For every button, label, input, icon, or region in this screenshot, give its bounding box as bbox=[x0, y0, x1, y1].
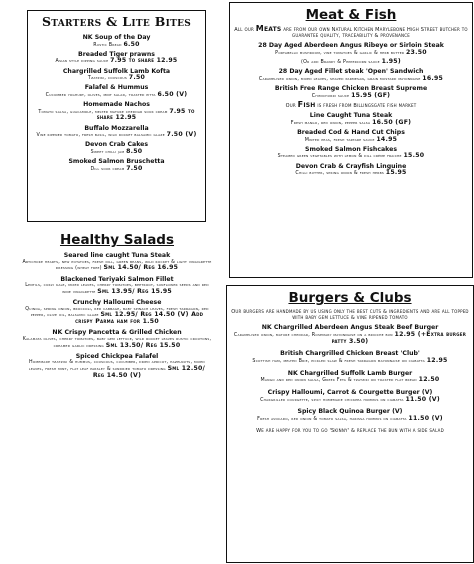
menu-item-name: NK Crispy Pancetta & Grilled Chicken bbox=[52, 329, 182, 337]
menu-item-name: Spicy Black Quinoa Burger (V) bbox=[297, 408, 403, 416]
menu-item-price: 15.95 (GF) bbox=[351, 91, 391, 99]
menu-item-price: 7.95 to share 12.95 bbox=[96, 107, 195, 122]
menu-item-name: Seared line caught Tuna Steak bbox=[63, 252, 171, 259]
menu-item-name: Devon Crab & Crayfish Linguine bbox=[295, 162, 407, 170]
fish-intro-pre: Our bbox=[285, 103, 296, 109]
menu-item-description bbox=[233, 50, 469, 57]
menu-item-description bbox=[30, 132, 203, 139]
menu-item-description bbox=[30, 149, 203, 156]
menu-item-name: Smoked Salmon Bruschetta bbox=[68, 158, 165, 166]
menu-item-description bbox=[30, 42, 203, 49]
menu-item-price: 16.95 bbox=[422, 75, 444, 82]
menu-item-description bbox=[233, 59, 469, 66]
menu-item bbox=[30, 51, 203, 65]
menu-item bbox=[233, 112, 469, 126]
menu-item-description-text: Mango and red onion salsa, Greek Feta & tzatziki on toasted flat bread bbox=[260, 378, 417, 384]
menu-item-price: 23.50 bbox=[406, 49, 427, 56]
menu-item-description bbox=[22, 307, 212, 326]
menu-item-price: 1.95) bbox=[381, 58, 401, 66]
menu-item-description-text: Chilli butter, spring onion & fresh herbs bbox=[295, 171, 384, 177]
menu-item-description-text: (Or add Brandy & Peppercorn sauce bbox=[301, 60, 380, 66]
fish-intro bbox=[233, 102, 469, 109]
menu-item-price: 7.50 (V) bbox=[166, 131, 197, 139]
menu-item-description bbox=[233, 120, 469, 127]
menu-item bbox=[30, 34, 203, 48]
menu-item-description-text: Caramelised onion, mature cheddar, Rosemary mayonnaise on a brioche bun bbox=[233, 333, 393, 338]
menu-item-description bbox=[30, 75, 203, 82]
menu-item bbox=[231, 408, 469, 422]
fish-intro-post: is fresh from Billingsgate fish market bbox=[317, 103, 417, 109]
menu-item bbox=[231, 389, 469, 403]
menu-item bbox=[231, 350, 469, 364]
menu-item-name: Buffalo Mozzarella bbox=[84, 124, 149, 132]
menu-item bbox=[22, 329, 212, 349]
burgers-title: Burgers & Clubs bbox=[288, 290, 412, 306]
menu-item-name: Crunchy Halloumi Cheese bbox=[72, 299, 162, 306]
menu-item bbox=[233, 68, 469, 82]
menu-item-description bbox=[231, 332, 469, 345]
menu-item-description bbox=[231, 397, 469, 404]
menu-item-name: Line Caught Tuna Steak bbox=[309, 112, 393, 120]
menu-item-name: Breaded Cod & Hand Cut Chips bbox=[297, 129, 405, 136]
menu-item bbox=[233, 163, 469, 177]
salads-section bbox=[22, 232, 212, 383]
menu-item-description bbox=[233, 170, 469, 177]
menu-item-description bbox=[22, 360, 212, 379]
meat-intro-key: Meats bbox=[255, 24, 282, 33]
menu-item-name: Blackened Teriyaki Salmon Fillet bbox=[60, 275, 174, 283]
menu-item-price: Sml 12.95/ Reg 14.50 (V) Add crispy Parma ham for 1.50 bbox=[75, 311, 204, 325]
menu-item-price: 8.50 bbox=[126, 148, 143, 156]
menu-item-description bbox=[233, 153, 469, 160]
menu-item-price: Sml 14.50/ Reg 16.95 bbox=[103, 264, 179, 272]
menu-item-description-text: Minted peas, fresh tartare sauce bbox=[304, 137, 375, 143]
menu-item-price: 6.50 (V) bbox=[157, 90, 188, 98]
menu-item-name: NK Chargrilled Aberdeen Angus Steak Beef Burger bbox=[261, 324, 439, 332]
menu-item bbox=[233, 42, 469, 56]
menu-item-description-text: Chimichurri sauce bbox=[311, 93, 350, 99]
meat-intro-pre: All our bbox=[234, 27, 254, 33]
meat-title: Meat & Fish bbox=[305, 7, 397, 23]
menu-item bbox=[22, 276, 212, 296]
menu-item bbox=[233, 85, 469, 99]
menu-item-description bbox=[233, 137, 469, 144]
starters-title: Starters & Lite Bites bbox=[41, 14, 192, 29]
menu-item-name: Chargrilled Suffolk Lamb Kofta bbox=[62, 67, 171, 75]
menu-item-description-text: Fresh mango, red onion, pepper salsa bbox=[290, 120, 371, 126]
menu-item bbox=[233, 59, 469, 66]
menu-item-name: Spiced Chickpea Falafel bbox=[75, 352, 159, 360]
menu-item-price: 14.95 bbox=[376, 135, 398, 143]
starters-list bbox=[30, 34, 203, 173]
menu-item-description-text: Lentils, curly kale, mixed leaves, cherry tomatoes, beetroot, sunflower seeds and red wine vinaigrette bbox=[25, 283, 209, 295]
menu-item-price: 11.50 (V) bbox=[408, 414, 443, 422]
burgers-footer: We are happy for you to go 'Skinny' & replace the bun with a side salad bbox=[256, 427, 444, 434]
menu-item-description bbox=[22, 260, 212, 272]
menu-item-description bbox=[22, 337, 212, 349]
menu-item-description bbox=[231, 377, 469, 384]
menu-item-description-text: Tomato salsa, guacamole, melted mature cheddar sour cream bbox=[38, 109, 168, 115]
menu-item bbox=[30, 158, 203, 172]
menu-item-name: Crispy Halloumi, Carrot & Courgette Burger (V) bbox=[267, 389, 433, 396]
menu-item-description bbox=[30, 109, 203, 122]
menu-item-name: Falafel & Hummus bbox=[84, 84, 149, 92]
menu-item-name: British Chargrilled Chicken Breast 'Club' bbox=[280, 350, 420, 358]
menu-item-description-text: Kalamata olives, cherry tomatoes, baby gem lettuce, wild rocket leaves rustic croutons, creamed garlic dressing bbox=[22, 336, 212, 349]
menu-item bbox=[30, 125, 203, 139]
menu-item-description-text: Artichoke hearts, new potatoes, fresh dill, green beans, wild rocket & light vinaigrette dressing (wheat free) bbox=[22, 259, 212, 272]
menu-item-price: 7.50 bbox=[128, 74, 146, 82]
menu-item-price: Sml 12.50/ Reg 14.50 (V) bbox=[92, 365, 206, 379]
menu-item-price: 11.50 (V) bbox=[405, 395, 440, 403]
menu-item bbox=[30, 141, 203, 155]
meat-list bbox=[233, 42, 469, 99]
menu-item-description bbox=[233, 93, 469, 100]
menu-item bbox=[30, 68, 203, 82]
meat-intro bbox=[233, 26, 469, 39]
salads-title: Healthy Salads bbox=[59, 232, 175, 248]
menu-item-name: Homemade Nachos bbox=[83, 101, 150, 109]
menu-item-price: 15.50 bbox=[403, 152, 425, 160]
menu-item-price: 7.95 to share 12.95 bbox=[110, 57, 178, 65]
menu-item-description-text: Portabello mushroom, vine tomatoes & garlic & herb butter bbox=[275, 51, 405, 56]
burgers-intro: Our burgers are handmade by us using only the best cuts & ingredients and are all topped with baby gem lettuce & vine ripened tomato bbox=[231, 309, 469, 322]
menu-item-description-text: Sweet chilli jam bbox=[90, 150, 125, 156]
menu-item-description-text: Rustic Bread bbox=[93, 42, 122, 48]
menu-item bbox=[231, 324, 469, 345]
meat-intro-post: are from our own Natural Kitchen Marylebone High Street butcher to guarantee quality, traceability & provenance bbox=[283, 27, 468, 40]
menu-item-description-text: Asian style dipping sauce bbox=[55, 59, 109, 65]
menu-item-price: 7.50 bbox=[126, 164, 143, 172]
menu-item-name: NK Chargrilled Suffolk Lamb Burger bbox=[287, 369, 413, 377]
menu-item bbox=[30, 101, 203, 122]
salads-list bbox=[22, 252, 212, 379]
menu-item-description-text: Dill sour cream bbox=[90, 166, 125, 172]
menu-item-price: Sml 13.95/ Reg 15.95 bbox=[97, 287, 172, 295]
fish-list bbox=[233, 112, 469, 177]
menu-item-price: 12.50 bbox=[418, 376, 440, 384]
burgers-list bbox=[231, 324, 469, 422]
meat-fish-box bbox=[229, 2, 473, 278]
menu-item bbox=[233, 129, 469, 143]
starters-box bbox=[27, 10, 206, 222]
burgers-box bbox=[226, 285, 474, 563]
menu-item-description-text: Chargrilled courgette, spicy homemade chickpea hummus on ciabatta bbox=[260, 397, 404, 403]
menu-item-name: Smoked Salmon Fishcakes bbox=[305, 145, 397, 153]
menu-item-name: 28 Day Aged Fillet steak 'Open' Sandwich bbox=[278, 68, 424, 76]
menu-item-description bbox=[231, 358, 469, 365]
menu-item-price: 15.95 bbox=[385, 169, 407, 177]
menu-item-name: NK Soup of the Day bbox=[82, 34, 151, 41]
menu-item-description bbox=[22, 283, 212, 295]
menu-item-description-text: Fresh avocado, red onion & tomato salsa, harissa hummus on ciabatta bbox=[257, 416, 407, 422]
menu-item-description bbox=[231, 416, 469, 423]
menu-item-price: 6.50 bbox=[123, 40, 140, 48]
menu-item bbox=[22, 353, 212, 380]
menu-item-name: Breaded Tiger prawns bbox=[78, 50, 155, 58]
menu-item-price: 16.50 (GF) bbox=[372, 118, 412, 126]
menu-item-name: 28 Day Aged Aberdeen Angus Ribeye or Sirloin Steak bbox=[258, 42, 444, 50]
menu-item-description bbox=[30, 92, 203, 99]
menu-item bbox=[231, 370, 469, 384]
menu-item-description-text: Caramelised onion, mixed leaves, shaved parmesan, grain mustard mayonnaise bbox=[258, 77, 421, 82]
menu-item-name: British Free Range Chicken Breast Supreme bbox=[274, 85, 428, 93]
menu-item-description-text: Homemade tzatziki & hummus, couscous, cucumber, dried apricot, hazelnuts, mixed leaves, fresh mint, flat leaf parsley & sundried tomato dressing bbox=[28, 360, 205, 372]
menu-item-description-text: Quinoa, spring onion, broccoli, red cabbage, baby spinach leaves, fresh tarragon, red pepper, olive oil, balsamic glaze bbox=[25, 306, 209, 319]
menu-item-description bbox=[30, 58, 203, 65]
menu-item-price: 12.95 bbox=[426, 357, 448, 364]
fish-intro-key: Fish bbox=[297, 100, 316, 109]
menu-item-description bbox=[233, 76, 469, 83]
menu-item bbox=[233, 146, 469, 160]
menu-item-description bbox=[30, 166, 203, 173]
menu-item bbox=[30, 84, 203, 98]
menu-item-description-text: Cucumber yoghurt, olives, mint salad, toasted pitta bbox=[45, 92, 156, 98]
menu-item-description-text: Vine ripened tomato, fresh basil, wild rocket balsamic glaze bbox=[36, 133, 165, 139]
menu-item-price: Sml 13.50/ Reg 15.50 bbox=[105, 341, 181, 349]
menu-item-description-text: Tzatziki, couscous bbox=[87, 76, 128, 82]
menu-item-description-text: Scottish ham, melted Brie, pickled slaw & fresh tarragon mayonnaise on ciabatta bbox=[252, 359, 425, 364]
menu-item bbox=[22, 252, 212, 272]
menu-item-description-text: Steamed green vegetables with lemon & dill crème fraiche bbox=[277, 154, 402, 160]
menu-item-price: 12.95 (+Extra burger patty 3.50) bbox=[331, 331, 467, 345]
menu-item bbox=[22, 299, 212, 326]
menu-item-name: Devon Crab Cakes bbox=[84, 141, 149, 149]
